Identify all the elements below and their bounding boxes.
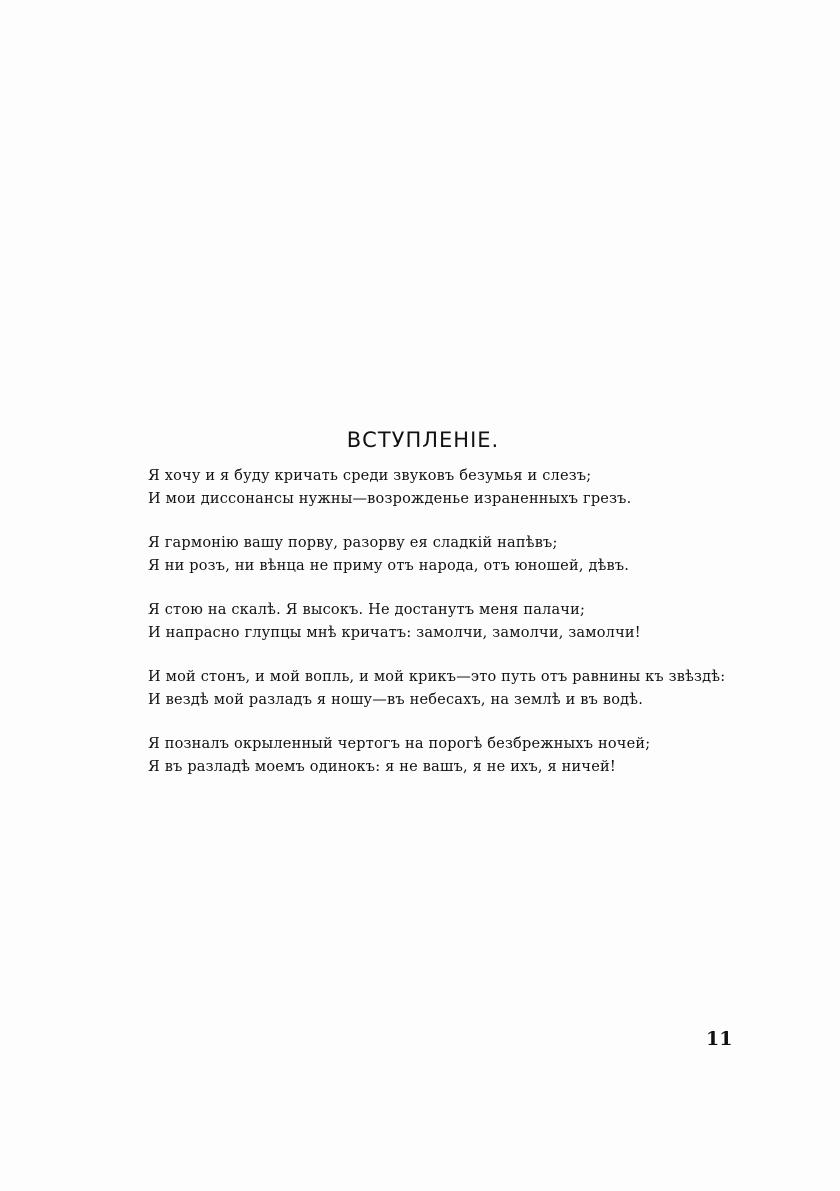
stanza-4 [148, 666, 768, 712]
stanza-2 [148, 532, 768, 578]
poem-title: ВСТУПЛЕНІЕ. [346, 428, 500, 452]
poem-line: Я стою на скалѣ. Я высокъ. Не достанутъ меня палачи; [148, 602, 586, 618]
stanza-3 [148, 599, 768, 645]
poem-line: И мой стонъ, и мой вопль, и мой крикъ—это путь отъ равнины къ звѣздѣ: [148, 669, 726, 685]
poem-line: И напрасно глупцы мнѣ кричатъ: замолчи, замолчи, замолчи! [148, 625, 641, 641]
poem-line: И мои диссонансы нужны—возрожденье израненныхъ грезъ. [148, 491, 632, 507]
page-number: 11 [706, 1028, 733, 1050]
poem-line: Я позналъ окрыленный чертогъ на порогѣ безбрежныхъ ночей; [148, 736, 651, 752]
poem-line: Я гармонію вашу порву, разорву ея сладкій напѣвъ; [148, 535, 558, 551]
poem-line: Я хочу и я буду кричать среди звуковъ безумья и слезъ; [148, 468, 592, 484]
stanza-1 [148, 465, 768, 511]
poem-line: И вездѣ мой разладъ я ношу—въ небесахъ, на землѣ и въ водѣ. [148, 692, 644, 708]
poem-line: Я ни розъ, ни вѣнца не приму отъ народа, отъ юношей, дѣвъ. [148, 558, 630, 574]
stanza-5 [148, 733, 768, 779]
poem-body [148, 465, 768, 800]
poem-line: Я въ разладѣ моемъ одинокъ: я не вашъ, я не ихъ, я ничей! [148, 759, 616, 775]
